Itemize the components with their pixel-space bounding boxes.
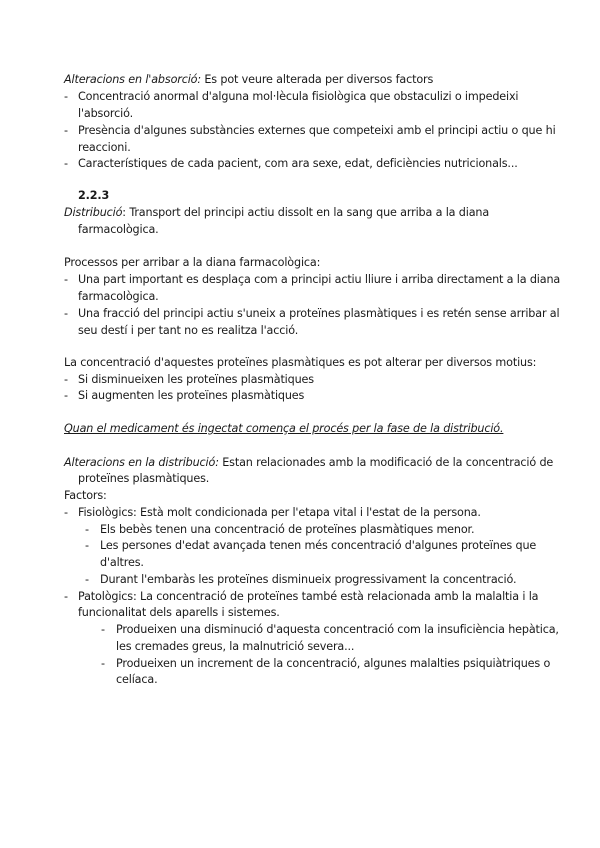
pathological-factor-continuation: funcionalitat dels aparells i sistemes. (78, 606, 280, 619)
bullet-dash: - (64, 157, 68, 170)
list-item-continuation: farmacològica. (78, 290, 159, 303)
absorption-heading (64, 72, 433, 89)
distribution-alterations-heading (64, 455, 553, 472)
bullet-dash: - (64, 90, 68, 103)
sub-list-item: Produeixen una disminució d'aquesta concentració com la insuficiència hepàtica, (116, 623, 559, 636)
section-number: 2.2.3 (78, 189, 110, 202)
distribution-definition-text: : Transport del principi actiu dissolt en la sang que arriba a la diana (122, 206, 490, 219)
sub-list-item-continuation: d'altres. (100, 556, 144, 569)
bullet-dash: - (64, 506, 68, 519)
concentration-intro: La concentració d'aquestes proteïnes plasmàtiques es pot alterar per diversos motius: (64, 356, 537, 369)
distribution-alterations-text: Estan relacionades amb la modificació de la concentració de (218, 456, 554, 469)
sub-bullet-dash: - (85, 573, 89, 586)
physiological-factor: Fisiològics: Està molt condicionada per l'etapa vital i l'estat de la persona. (78, 506, 481, 519)
sub-list-item: Produeixen un increment de la concentració, algunes malalties psiquiàtriques o (116, 657, 551, 670)
sub-bullet-dash: - (101, 657, 105, 670)
sub-bullet-dash: - (85, 539, 89, 552)
distribution-definition (64, 205, 489, 222)
bullet-dash: - (64, 373, 68, 386)
list-item: Si disminueixen les proteïnes plasmàtiques (78, 373, 314, 386)
bullet-dash: - (64, 307, 68, 320)
list-item: Una part important es desplaça com a principi actiu lliure i arriba directament a la diana (78, 273, 561, 286)
absorption-heading-label: Alteracions en l'absorció: (64, 73, 201, 86)
absorption-heading-text: Es pot veure alterada per diversos factors (200, 73, 434, 86)
distribution-alterations-continuation: proteïnes plasmàtiques. (78, 472, 210, 485)
list-item-continuation: reaccioni. (78, 141, 131, 154)
distribution-definition-label: Distribució (64, 206, 123, 219)
sub-bullet-dash: - (85, 523, 89, 536)
factors-label: Factors: (64, 489, 107, 502)
bullet-dash: - (64, 124, 68, 137)
sub-list-item-continuation: les cremades greus, la malnutrició severa... (116, 640, 355, 653)
distribution-definition-continuation: farmacològica. (78, 223, 159, 236)
list-item-continuation: seu destí i per tant no es realitza l'acció. (78, 324, 299, 337)
bullet-dash: - (64, 273, 68, 286)
sub-bullet-dash: - (101, 623, 105, 636)
injection-note: Quan el medicament és ingectat comença el procés per la fase de la distribució. (64, 422, 504, 435)
distribution-alterations-label: Alteracions en la distribució: (64, 456, 219, 469)
list-item: Una fracció del principi actiu s'uneix a proteïnes plasmàtiques i es retén sense arribar al (78, 307, 560, 320)
processes-intro: Processos per arribar a la diana farmacològica: (64, 256, 321, 269)
pathological-factor: Patològics: La concentració de proteïnes també està relacionada amb la malaltia i la (78, 590, 539, 603)
sub-list-item: Durant l'embaràs les proteïnes disminueix progressivament la concentració. (100, 573, 517, 586)
bullet-dash: - (64, 389, 68, 402)
bullet-dash: - (64, 590, 68, 603)
sub-list-item-continuation: celíaca. (116, 673, 158, 686)
sub-list-item: Els bebès tenen una concentració de proteïnes plasmàtiques menor. (100, 523, 475, 536)
list-item: Presència d'algunes substàncies externes que competeixi amb el principi actiu o que hi (78, 124, 556, 137)
list-item: Concentració anormal d'alguna mol·lècula fisiològica que obstaculizi o impedeixi (78, 90, 519, 103)
list-item: Característiques de cada pacient, com ara sexe, edat, deficiències nutricionals... (78, 157, 518, 170)
list-item: Si augmenten les proteïnes plasmàtiques (78, 389, 305, 402)
list-item-continuation: l'absorció. (78, 107, 133, 120)
sub-list-item: Les persones d'edat avançada tenen més concentració d'algunes proteïnes que (100, 539, 537, 552)
